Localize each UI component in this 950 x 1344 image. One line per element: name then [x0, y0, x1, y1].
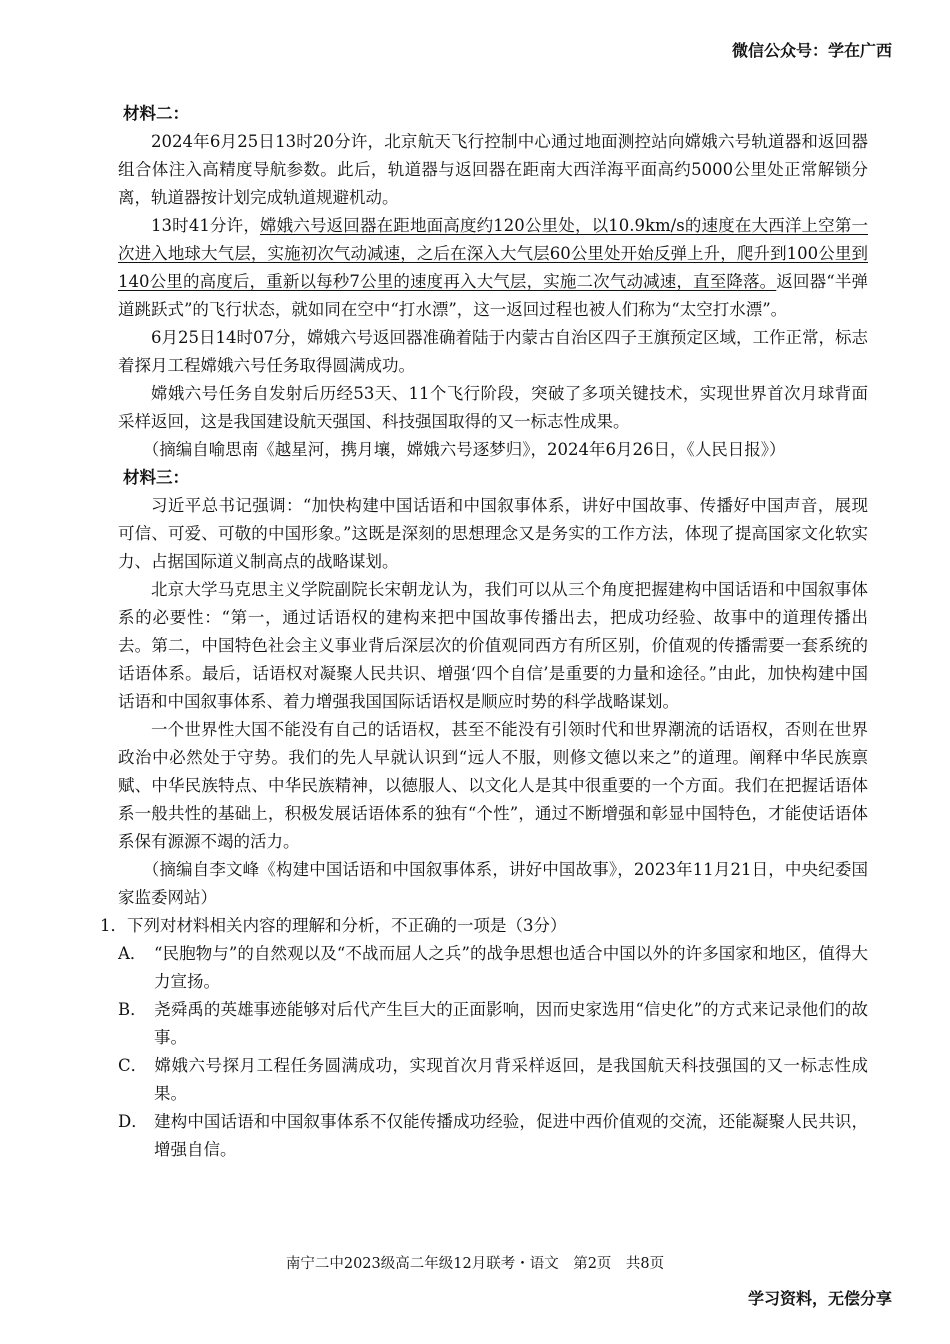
question-1-option-d[interactable]: [118, 1108, 868, 1164]
material3-paragraph-1: 习近平总书记强调：“加快构建中国话语和中国叙事体系，讲好中国故事、传播好中国声音，展现可信、可爱、可敬的中国形象。”这既是深刻的思想理念又是务实的工作方法，体现了提高国家文化软实力、占据国际道义制高点的战略谋划。: [118, 496, 868, 571]
material3-paragraph-2: 北京大学马克思主义学院副院长宋朝龙认为，我们可以从三个角度把握建构中国话语和中国叙事体系的必要性：“第一，通过话语权的建构来把中国故事传播出去，把成功经验、故事中的道理传播出去。第二，中国特色社会主义事业背后深层次的价值观同西方有所区别，价值观的传播需要一套系统的话语体系。最后，话语权对凝聚人民共识、增强‘四个自信’是重要的力量和途径。”由此，加快构建中国话语和中国叙事体系、着力增强我国国际话语权是顺应时势的科学战略谋划。: [118, 580, 868, 711]
material2-paragraph-2: [118, 212, 868, 324]
footer-watermark: 学习资料，无偿分享: [747, 1289, 892, 1308]
material2-paragraph-1: 2024年6月25日13时20分许，北京航天飞行控制中心通过地面测控站向嫦娥六号轨道器和返回器组合体注入高精度导航参数。此后，轨道器与返回器在距南大西洋海平面高约5000公里处正常解锁分离，轨道器按计划完成轨道规避机动。: [118, 132, 868, 207]
material2-p2-tail: 返回器“半弹道跳跃式”的飞行状态，就如同在空中“打水漂”，这一返回过程也被人们称为“太空打水漂”。: [118, 272, 868, 319]
header-watermark: 微信公众号：学在广西: [731, 41, 892, 60]
material2-heading: 材料二：: [123, 104, 189, 123]
material2-p2-lead: 13时41分许，: [151, 216, 260, 235]
option-b-label: B．: [118, 1000, 147, 1019]
option-d-label: D．: [118, 1112, 148, 1131]
option-c-text: 嫦娥六号探月工程任务圆满成功，实现首次月背采样返回，是我国航天科技强国的又一标志性成果。: [154, 1056, 868, 1103]
material2-source: （摘编自喻思南《越星河，携月壤，嫦娥六号逐梦归》，2024年6月26日，《人民日报》）: [142, 440, 786, 459]
material2-paragraph-4: 嫦娥六号任务自发射后历经53天、11个飞行阶段，突破了多项关键技术，实现世界首次月球背面采样返回，这是我国建设航天强国、科技强国取得的又一标志性成果。: [118, 384, 868, 431]
page-footer: 南宁二中2023级高二年级12月联考・语文 第2页 共8页: [285, 1256, 665, 1272]
question-1-stem: 1．下列对材料相关内容的理解和分析，不正确的一项是（3分）: [100, 916, 567, 935]
question-1-option-a[interactable]: [118, 940, 868, 996]
question-1-option-b[interactable]: [118, 996, 868, 1052]
option-b-text: 尧舜禹的英雄事迹能够对后代产生巨大的正面影响，因而史家选用“信史化”的方式来记录他们的故事。: [154, 1000, 868, 1047]
option-d-text: 建构中国话语和中国叙事体系不仅能传播成功经验，促进中西价值观的交流，还能凝聚人民共识，增强自信。: [154, 1112, 868, 1159]
question-1-option-c[interactable]: [118, 1052, 868, 1108]
material3-paragraph-3: 一个世界性大国不能没有自己的话语权，甚至不能没有引领时代和世界潮流的话语权，否则在世界政治中必然处于守势。我们的先人早就认识到“远人不服，则修文德以来之”的道理。阐释中华民族禀赋、中华民族特点、中华民族精神，以德服人、以文化人是其中很重要的一个方面。我们在把握话语体系一般共性的基础上，积极发展话语体系的独有“个性”，通过不断增强和彰显中国特色，才能使话语体系保有源源不竭的活力。: [118, 720, 868, 851]
option-a-text: “民胞物与”的自然观以及“不战而屈人之兵”的战争思想也适合中国以外的许多国家和地区，值得大力宣扬。: [154, 944, 868, 991]
material3-source: （摘编自李文峰《构建中国话语和中国叙事体系，讲好中国故事》，2023年11月21日，中央纪委国家监委网站）: [118, 860, 868, 907]
material3-heading: 材料三：: [123, 468, 189, 487]
option-a-label: A．: [118, 944, 147, 963]
question-1: [100, 912, 868, 1164]
material2-paragraph-3: 6月25日14时07分，嫦娥六号返回器准确着陆于内蒙古自治区四子王旗预定区域，工作正常，标志着探月工程嫦娥六号任务取得圆满成功。: [118, 328, 868, 375]
option-c-label: C．: [118, 1056, 148, 1075]
page-content: [100, 100, 868, 1164]
material2-p2-underlined: 嫦娥六号返回器在距地面高度约120公里处，以10.9km/s的速度在大西洋上空第一次进入地球大气层，实施初次气动减速，之后在深入大气层60公里处开始反弹上升，爬升到100公里到140公里的高度后，重新以每秒7公里的速度再入大气层，实施二次气动减速，直至降落。: [118, 216, 868, 291]
